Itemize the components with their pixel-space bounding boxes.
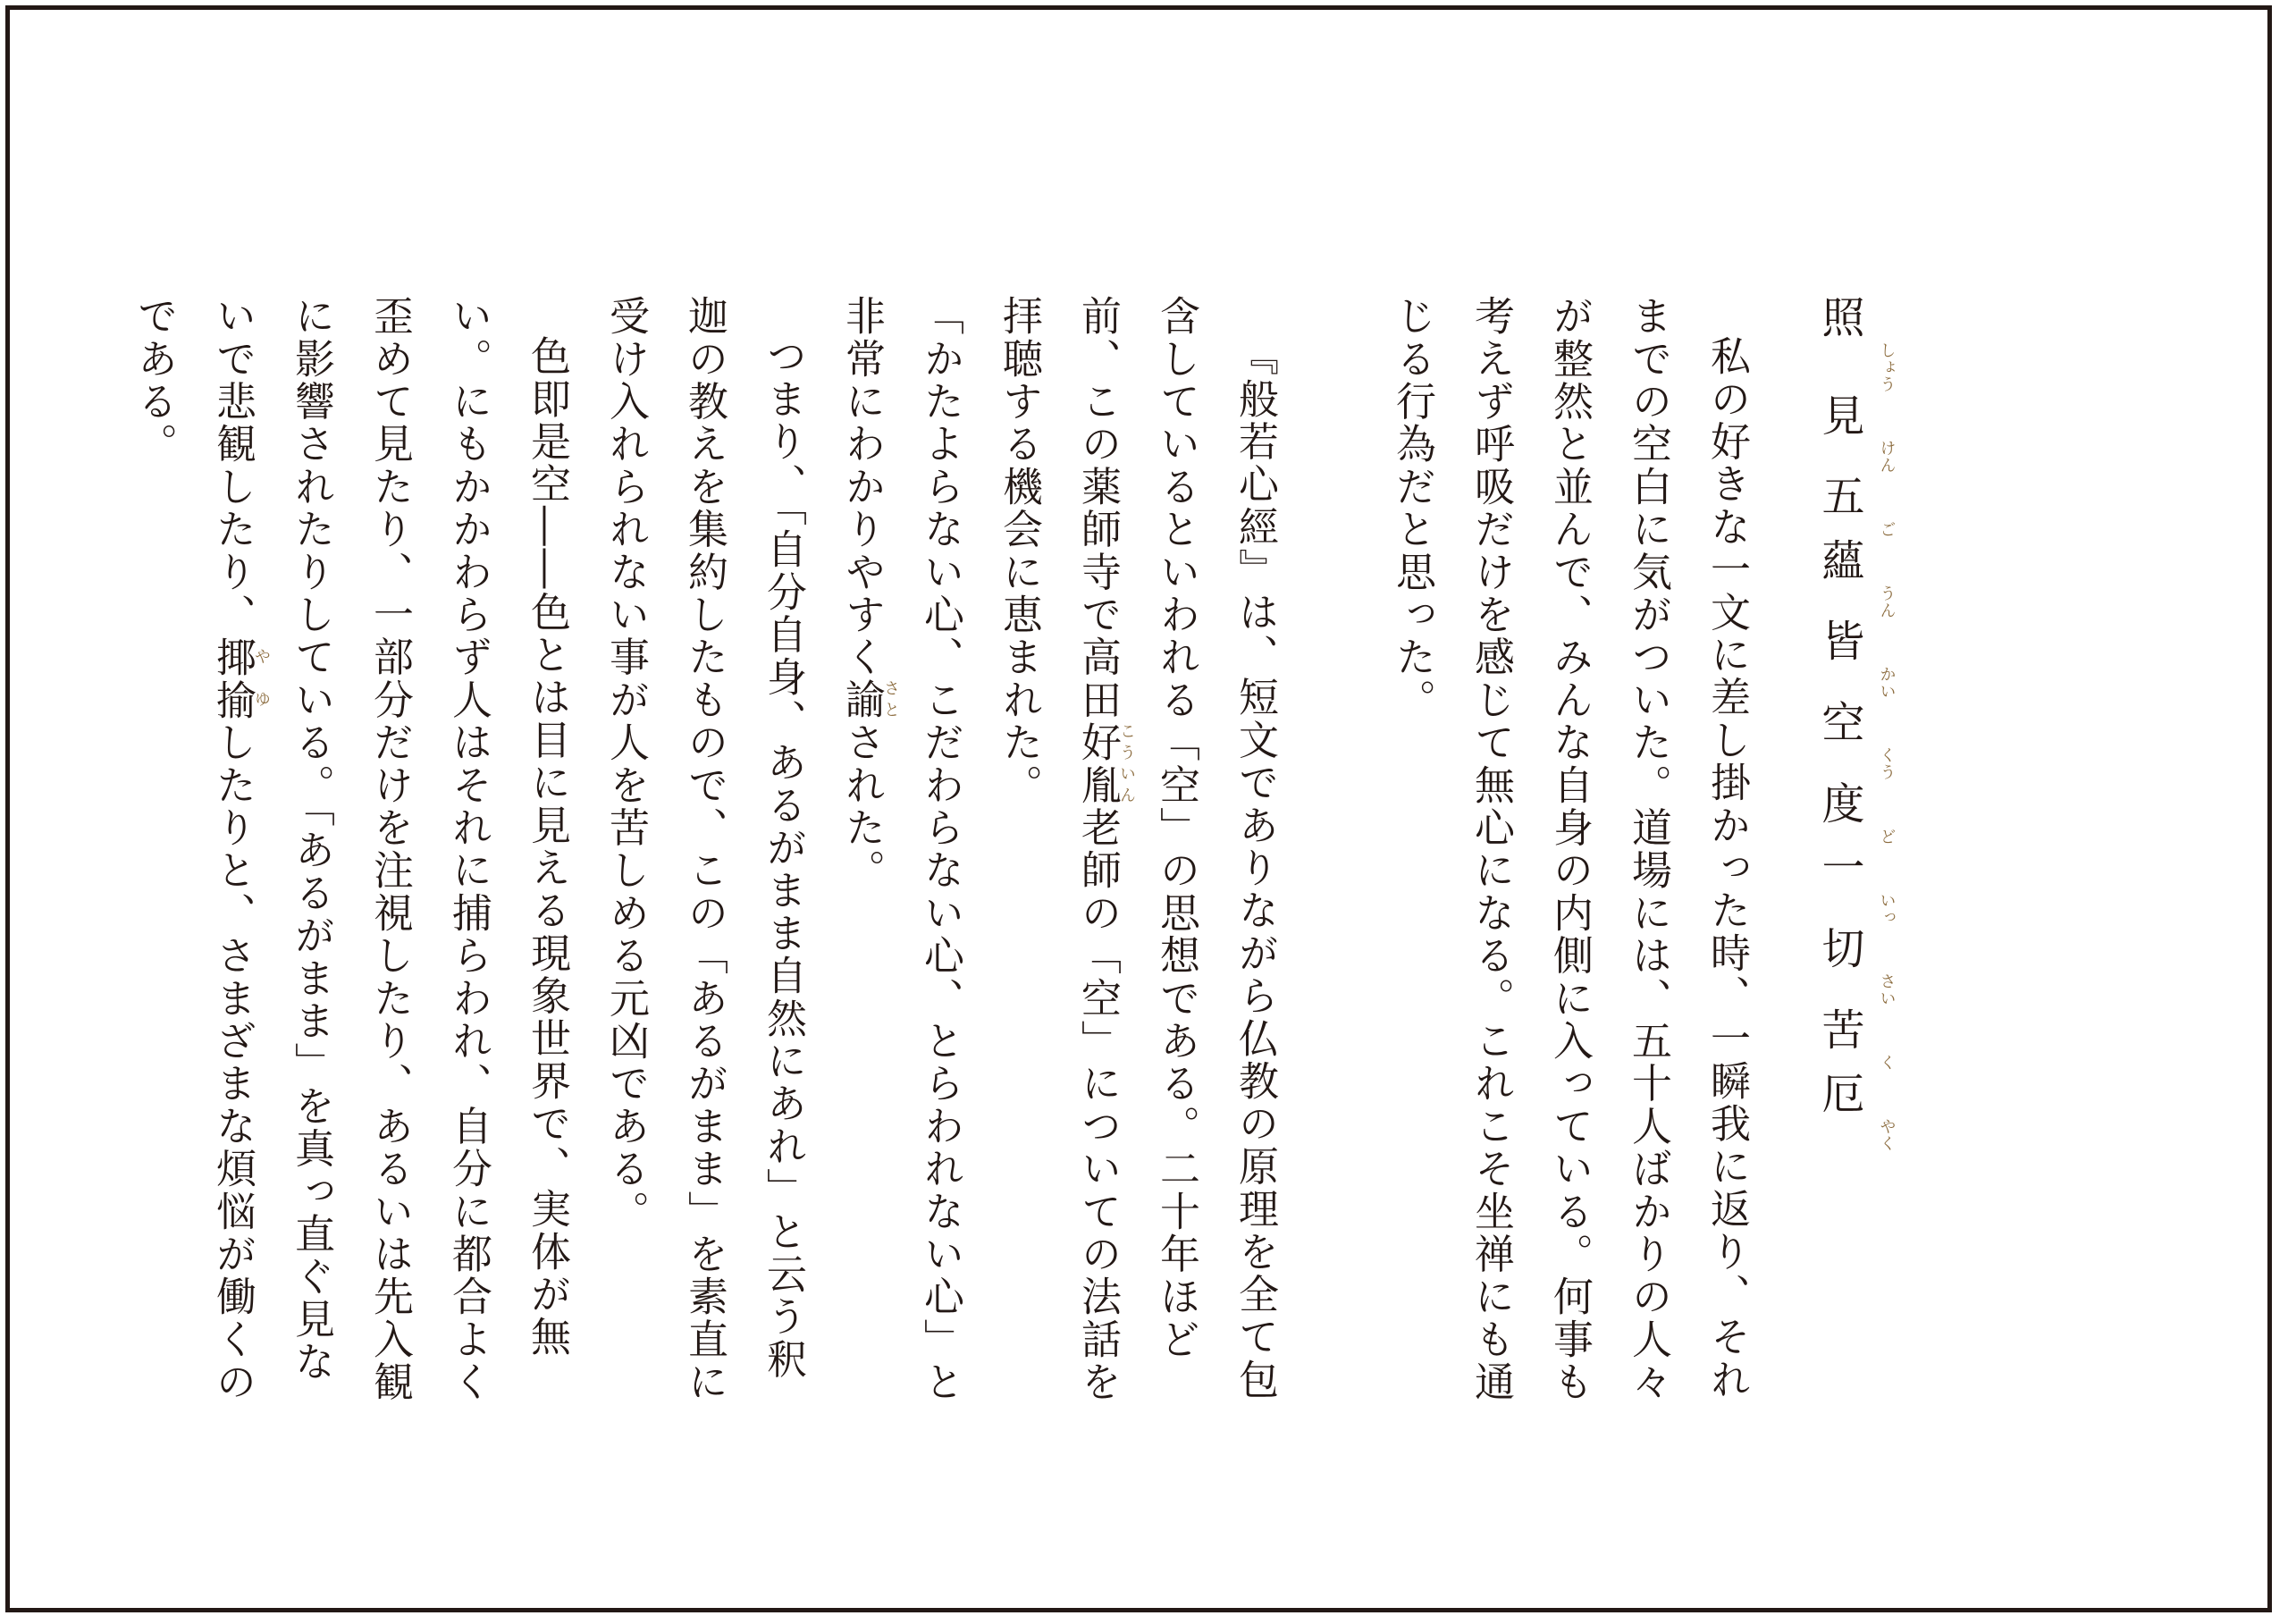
paragraph-3-text-a: 「かたよらない心、こだわらない心、とらわれない心」と非常にわかりやすく [838,295,964,1404]
title-char [1814,700,1897,781]
title-char [1814,474,1897,538]
title-char-base: 一 [1814,845,1864,893]
title-char-base: 苦 [1814,1006,1864,1055]
paragraph-5-text-a: 色即是空――色とは目に見える現象世界で、実体が無い。にもかかわらず人はそれに捕らわれ、自分に都合よく歪めて見たり、一部分だけを注視したり、あるいは先入観に影響されたりしている。「あるがまま」を真っ直ぐ見ないで悲観したり、 [209,295,571,1404]
title-char [1814,295,1897,393]
title-char [1814,537,1897,619]
title-char-base: 照 [1814,295,1864,342]
title-char [1814,926,1897,1007]
paragraph-1: 私の好きな一文に差し掛かった時、一瞬我に返り、それまでの空白に気がついた。道場には、五十人ばかりの人々が整然と並んで、みんな自身の内側に入っている。何事も考えず呼吸だけを感じて無心になる。これこそ坐禅にも通じる行為だと思った。 [1389,295,1751,1404]
title-char-ruby: やく [1877,1118,1897,1153]
title-char [1814,1071,1897,1153]
title-char-base: 厄 [1814,1071,1864,1119]
title-char-base: 皆 [1814,618,1864,667]
title-char-base: 五 [1814,474,1864,521]
title-char [1814,1006,1897,1072]
title-char-ruby: かい [1877,666,1897,701]
title-char-base: 空 [1814,700,1864,747]
paragraph-3 [822,295,980,1421]
title-char-ruby: うん [1877,585,1897,619]
title-char-ruby: くう [1877,746,1897,781]
title-char-ruby: いっ [1877,892,1897,927]
ruby-yayu: 揶揄やゆ [209,635,271,722]
ruby-koin: 好胤こういん [1074,721,1136,807]
title-char-base: 切 [1814,926,1864,973]
paragraph-2 [980,295,1294,1421]
title-char-ruby: しょう [1877,341,1897,393]
title-char-base: 蘊 [1814,537,1864,585]
paragraph-5 [114,295,586,1421]
title-char-ruby: く [1877,1054,1897,1072]
title-char-ruby: ど [1877,828,1897,846]
title-char-ruby: ご [1877,520,1897,538]
title-char [1814,780,1897,846]
title-char-ruby: さい [1877,972,1897,1007]
paragraph-3-text-b: された。 [838,721,886,892]
title-char [1814,392,1897,475]
paragraph-2-text-b: 老師の「空」についての法話を拝聴する機会に恵まれた。 [996,295,1122,1404]
paragraph-4: つまり、「自分自身、あるがまま自然にあれ」と云う釈迦の教えを集約したもので、この「あるがまま」を素直に受け入れられない事が人を苦しめる元凶である。 [602,295,807,1404]
title-char-ruby: けん [1877,440,1897,475]
vertical-text-page [130,295,1897,1421]
ruby-satoshi: 諭さと [838,678,900,722]
paragraph-5-text-b: したりと、さまざまな煩悩が働くのである。 [130,295,257,1404]
title-char-base: 見 [1814,392,1864,441]
paragraph-2-text-a: 『般若心經』は、短文でありながら仏教の原理を全て包含しているといわれる「空」の思想である。二十年ほど前、この薬師寺で高田 [1074,295,1279,1401]
title-char-base: 度 [1814,780,1864,829]
title-char [1814,845,1897,927]
title-char [1814,618,1897,701]
sutra-title [1800,295,1895,1421]
